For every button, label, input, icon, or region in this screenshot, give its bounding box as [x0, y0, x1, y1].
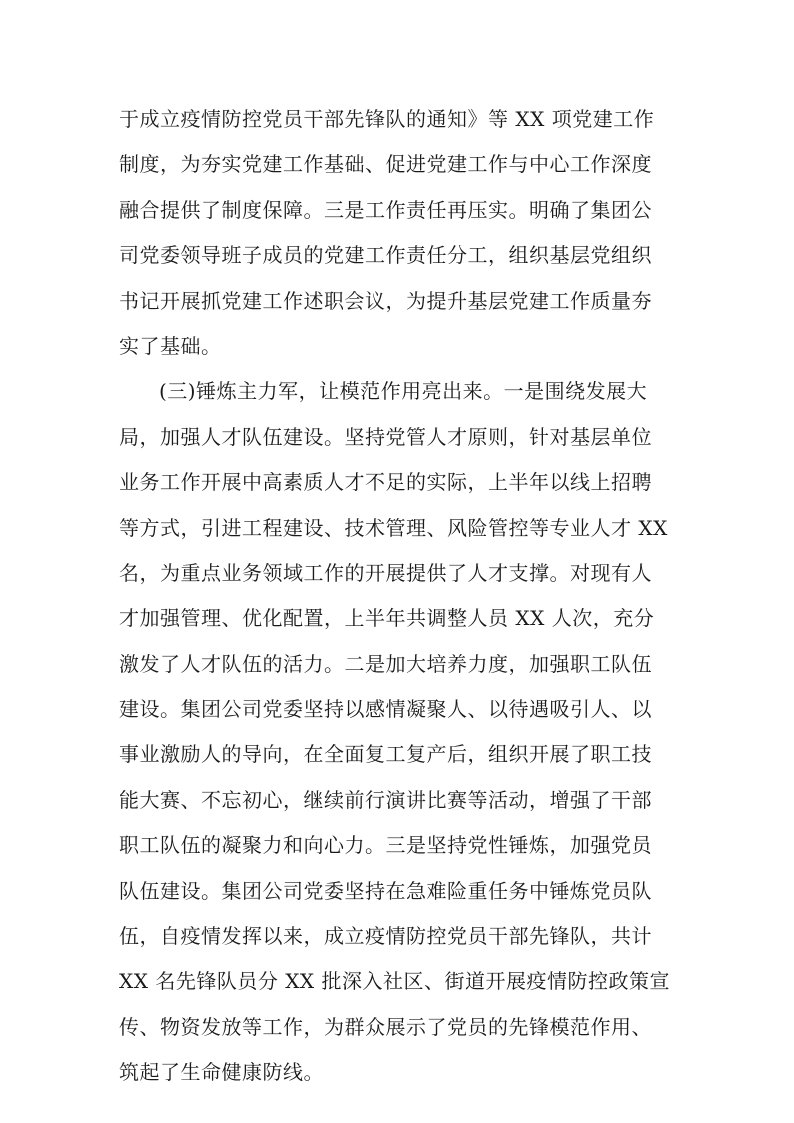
text-line: 局，加强人才队伍建设。坚持党管人才原则，针对基层单位 — [119, 424, 652, 449]
text-line: 制度，为夯实党建工作基础、促进党建工作与中心工作深度 — [119, 152, 652, 177]
text-line: 筑起了生命健康防线。 — [119, 1060, 324, 1085]
text-line: 激发了人才队伍的活力。二是加大培养力度，加强职工队伍 — [119, 651, 652, 676]
text-line: 事业激励人的导向，在全面复工复产后，组织开展了职工技 — [119, 742, 652, 767]
text-line: 书记开展抓党建工作述职会议，为提升基层党建工作质量夯 — [119, 288, 652, 313]
text-line: 名，为重点业务领域工作的开展提供了人才支撑。对现有人 — [119, 560, 652, 585]
text-line: 融合提供了制度保障。三是工作责任再压实。明确了集团公 — [119, 197, 652, 222]
body-text — [119, 97, 689, 1096]
text-line: 伍，自疫情发挥以来，成立疫情防控党员干部先锋队，共计 — [119, 924, 652, 949]
text-line: 才加强管理、优化配置，上半年共调整人员 XX 人次，充分 — [119, 606, 655, 631]
text-line: 建设。集团公司党委坚持以感情凝聚人、以待遇吸引人、以 — [119, 697, 652, 722]
text-line: XX 名先锋队员分 XX 批深入社区、街道开展疫情防控政策宣 — [119, 969, 671, 994]
text-line: 传、物资发放等工作，为群众展示了党员的先锋模范作用、 — [119, 1014, 652, 1039]
text-line: 实了基础。 — [119, 333, 222, 358]
text-line: 等方式，引进工程建设、技术管理、风险管控等专业人才 XX — [119, 515, 668, 540]
text-line: 能大赛、不忘初心，继续前行演讲比赛等活动，增强了干部 — [119, 787, 652, 812]
text-line: 于成立疫情防控党员干部先锋队的通知》等 XX 项党建工作 — [119, 107, 655, 131]
text-line: 司党委领导班子成员的党建工作责任分工，组织基层党组织 — [119, 243, 652, 268]
section-heading-line: (三)锤炼主力军，让模范作用亮出来。一是围绕发展大 — [159, 379, 648, 404]
text-line: 队伍建设。集团公司党委坚持在急难险重任务中锤炼党员队 — [119, 878, 652, 903]
text-line: 业务工作开展中高素质人才不足的实际，上半年以线上招聘 — [119, 470, 652, 495]
text-line: 职工队伍的凝聚力和向心力。三是坚持党性锤炼，加强党员 — [119, 833, 652, 858]
